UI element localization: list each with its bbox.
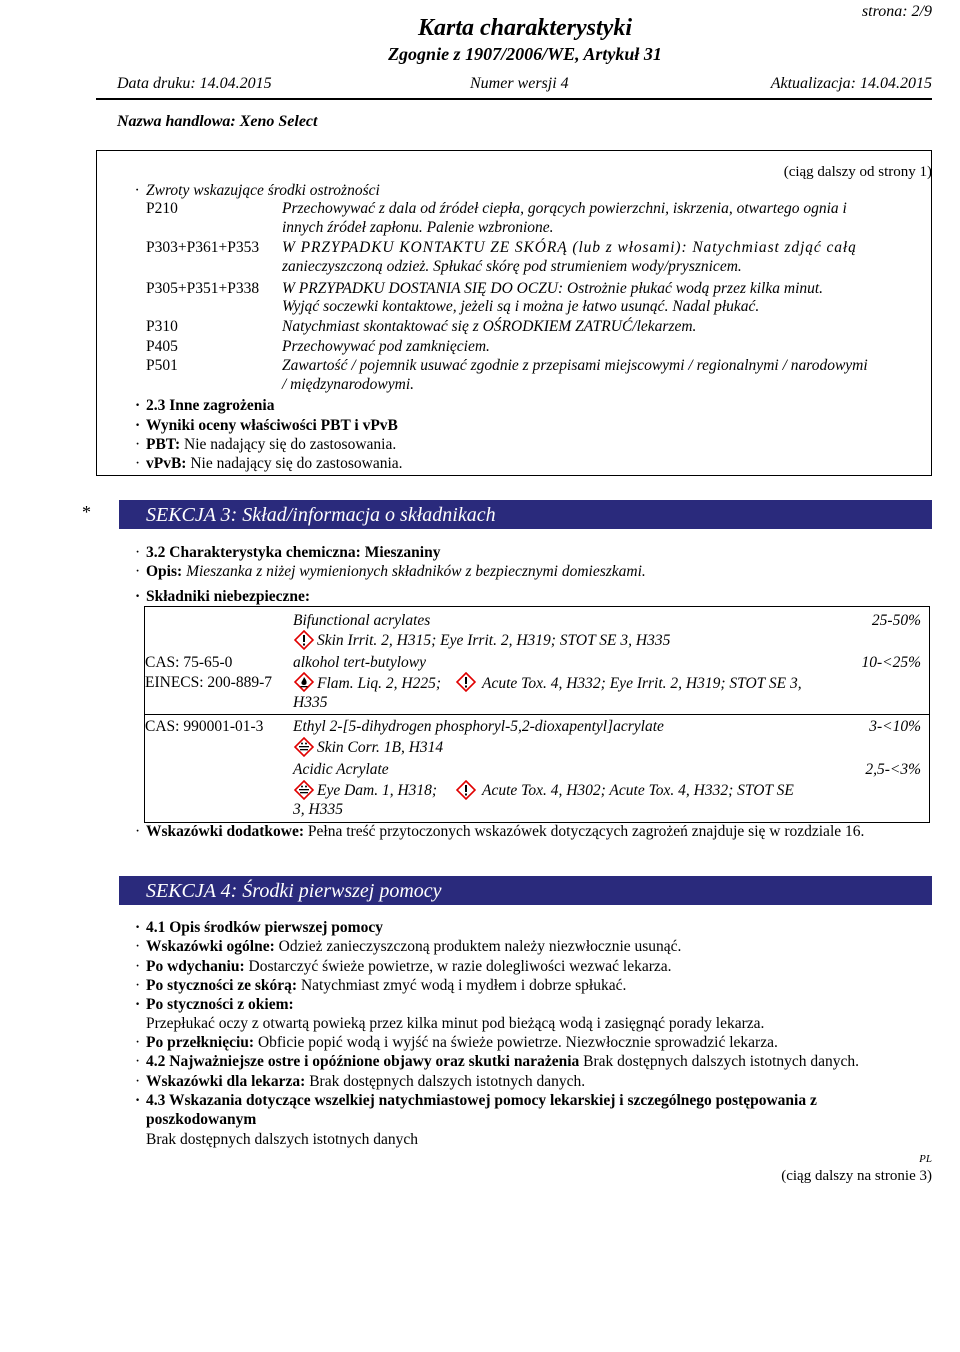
hazard-classification: Acute Tox. 4, H332; Eye Irrit. 2, H319; STOT SE 3,: [482, 675, 802, 692]
precaution-text: / międzynarodowymi.: [282, 376, 415, 393]
precaution-text: Zawartość / pojemnik usuwać zgodnie z przepisami miejscowymi / regionalnymi / narodowymi: [282, 357, 868, 374]
hazard-classification-continued: H335: [293, 694, 328, 711]
description-label: Opis:: [146, 563, 183, 580]
component-name: Bifunctional acrylates: [293, 612, 431, 629]
hazard-classification: Acute Tox. 4, H302; Acute Tox. 4, H332; STOT SE: [482, 782, 794, 799]
hazard-classification-continued: 3, H335: [293, 801, 343, 818]
page-number: strona: 2/9: [861, 3, 932, 20]
update-date: Aktualizacja: 14.04.2015: [770, 75, 932, 92]
continued-to-note: (ciąg dalszy na stronie 3): [781, 1168, 932, 1184]
print-date: Data druku: 14.04.2015: [117, 75, 272, 92]
precaution-text: Natychmiast skontaktować się z OŚRODKIEM ZATRUĆ/lekarzem.: [282, 318, 697, 335]
eye-contact-value: Przepłukać oczy z otwartą powieką przez kilka minut pod bieżącą wodą i zasięgnąć porady lekarza.: [146, 1015, 765, 1032]
cas-number: CAS: 75-65-0: [145, 654, 233, 671]
hazard-classification: Skin Irrit. 2, H315; Eye Irrit. 2, H319; STOT SE 3, H335: [317, 632, 671, 649]
section4-title: SEKCJA 4: Środki pierwszej pomocy: [146, 880, 442, 902]
additional-info-value: Pełna treść przytoczonych wskazówek dotyczących zagrożeń znajduje się w rozdziale 16.: [307, 823, 865, 840]
precaution-text: W PRZYPADKU DOSTANIA SIĘ DO OCZU: Ostrożnie płukać wodą przez kilka minut.: [282, 280, 824, 297]
pbt-value: Nie nadający się do zastosowania.: [184, 436, 397, 453]
precaution-code: P310: [146, 318, 178, 335]
description-line: [146, 562, 646, 581]
chemical-characterization: · 3.2 Charakterystyka chemiczna: Mieszaniny: [146, 543, 440, 562]
cas-number: CAS: 990001-01-3: [145, 718, 264, 735]
trade-name: Nazwa handlowa: Xeno Select: [117, 113, 318, 130]
component-name: Acidic Acrylate: [293, 761, 389, 778]
language-code: PL: [919, 1153, 932, 1165]
pbt-heading: · Wyniki oceny właściwości PBT i vPvB: [146, 416, 398, 435]
inhalation-line: · Po wdychaniu: Dostarczyć świeże powietrze, w razie dolegliwości wezwać lekarza.: [146, 957, 672, 976]
section4-header: [119, 876, 932, 905]
section3-header: [119, 500, 932, 529]
exclamation-icon: [456, 780, 476, 800]
vpvb-label: vPvB:: [146, 455, 187, 472]
precaution-text: W PRZYPADKU KONTAKTU ZE SKÓRĄ (lub z włosami): Natychmiast zdjąć całą: [282, 239, 857, 256]
header-divider: [96, 98, 932, 100]
component-range: 25-50%: [871, 612, 921, 629]
immediate-care-value: Brak dostępnych dalszych istotnych danych: [146, 1131, 419, 1148]
symptoms-line: · 4.2 Najważniejsze ostre i opóźnione objawy oraz skutki narażenia Brak dostępnych dalszych istotnych danych.: [146, 1052, 859, 1071]
component-name: Ethyl 2-[5-dihydrogen phosphoryl-5,2-dioxapentyl]acrylate: [293, 718, 664, 735]
exclamation-icon: [456, 672, 476, 692]
component-range: 3-<10%: [869, 718, 921, 735]
component-range: 2,5-<3%: [865, 761, 921, 778]
precaution-code: P303+P361+P353: [146, 239, 260, 256]
pbt-line: [146, 435, 396, 454]
einecs-number: EINECS: 200-889-7: [145, 674, 273, 691]
pbt-label: PBT:: [146, 436, 181, 453]
eye-contact-label: · Po styczności z okiem:: [146, 995, 294, 1014]
component-range: 10-<25%: [861, 654, 921, 671]
revision-asterisk: *: [82, 502, 91, 522]
immediate-care-heading: · 4.3 Wskazania dotyczące wszelkiej natychmiastowej pomocy lekarskiej i szczególnego postępowania z: [146, 1091, 817, 1110]
description-value: Mieszanka z niżej wymienionych składników z bezpiecznymi domieszkami.: [186, 563, 646, 580]
flame-icon: [294, 672, 314, 692]
precaution-text: zanieczyszczoną odzież. Spłukać skórę pod strumieniem wody/prysznicem.: [282, 258, 742, 275]
precaution-text: Przechowywać pod zamknięciem.: [282, 338, 490, 355]
general-advice-line: · Wskazówki ogólne: Odzież zanieczyszczoną produktem należy niezwłocznie usunąć.: [146, 937, 681, 956]
precaution-text: Przechowywać z dala od źródeł ciepła, gorących powierzchni, iskrzenia, otwartego ognia i: [282, 200, 847, 217]
precaution-code: P501: [146, 357, 178, 374]
doctor-notes-line: · Wskazówki dla lekarza: Brak dostępnych dalszych istotnych danych.: [146, 1072, 585, 1091]
additional-info-line: [146, 822, 864, 841]
precaution-code: P305+P351+P338: [146, 280, 260, 297]
precaution-code: P210: [146, 200, 178, 217]
precaution-code: P405: [146, 338, 178, 355]
exclamation-icon: [294, 630, 314, 650]
components-table: [144, 606, 930, 823]
version-number: Numer wersji 4: [470, 75, 569, 92]
hazard-classification: Eye Dam. 1, H318;: [317, 782, 438, 799]
hazard-classification: Flam. Liq. 2, H225;: [317, 675, 441, 692]
regulation-subtitle: Zgognie z 1907/2006/WE, Artykuł 31: [388, 44, 662, 64]
hazardous-components-label: · Składniki niebezpieczne:: [146, 587, 310, 606]
hazard-classification: Skin Corr. 1B, H314: [317, 739, 444, 756]
precaution-text: innych źródeł zapłonu. Palenie wzbronione.: [282, 219, 554, 236]
immediate-care-heading-cont: poszkodowanym: [146, 1111, 257, 1128]
skin-contact-line: · Po styczności ze skórą: Natychmiast zmyć wodą i mydłem i dobrze spłukać.: [146, 976, 626, 995]
component-name: alkohol tert-butylowy: [293, 654, 427, 671]
vpvb-value: Nie nadający się do zastosowania.: [190, 455, 403, 472]
document-title: Karta charakterystyki: [418, 15, 632, 41]
table-divider: [145, 714, 929, 715]
corrosion-icon: [294, 780, 314, 800]
vpvb-line: [146, 454, 403, 473]
corrosion-icon: [294, 737, 314, 757]
section3-title: SEKCJA 3: Skład/informacja o składnikach: [146, 504, 496, 526]
precautions-heading: · Zwroty wskazujące środki ostrożności: [146, 181, 380, 200]
precaution-text: Wyjąć soczewki kontaktowe, jeżeli są i można je łatwo usunąć. Nadal płukać.: [282, 298, 760, 315]
continued-from-note: (ciąg dalszy od strony 1): [783, 164, 932, 180]
ingestion-line: · Po przełknięciu: Obficie popić wodą i wyjść na świeże powietrze. Niezwłocznie sprowadzić lekarza.: [146, 1033, 778, 1052]
first-aid-description-heading: · 4.1 Opis środków pierwszej pomocy: [146, 918, 383, 937]
additional-info-label: Wskazówki dodatkowe:: [146, 823, 305, 840]
other-hazards-heading: · 2.3 Inne zagrożenia: [146, 396, 274, 415]
